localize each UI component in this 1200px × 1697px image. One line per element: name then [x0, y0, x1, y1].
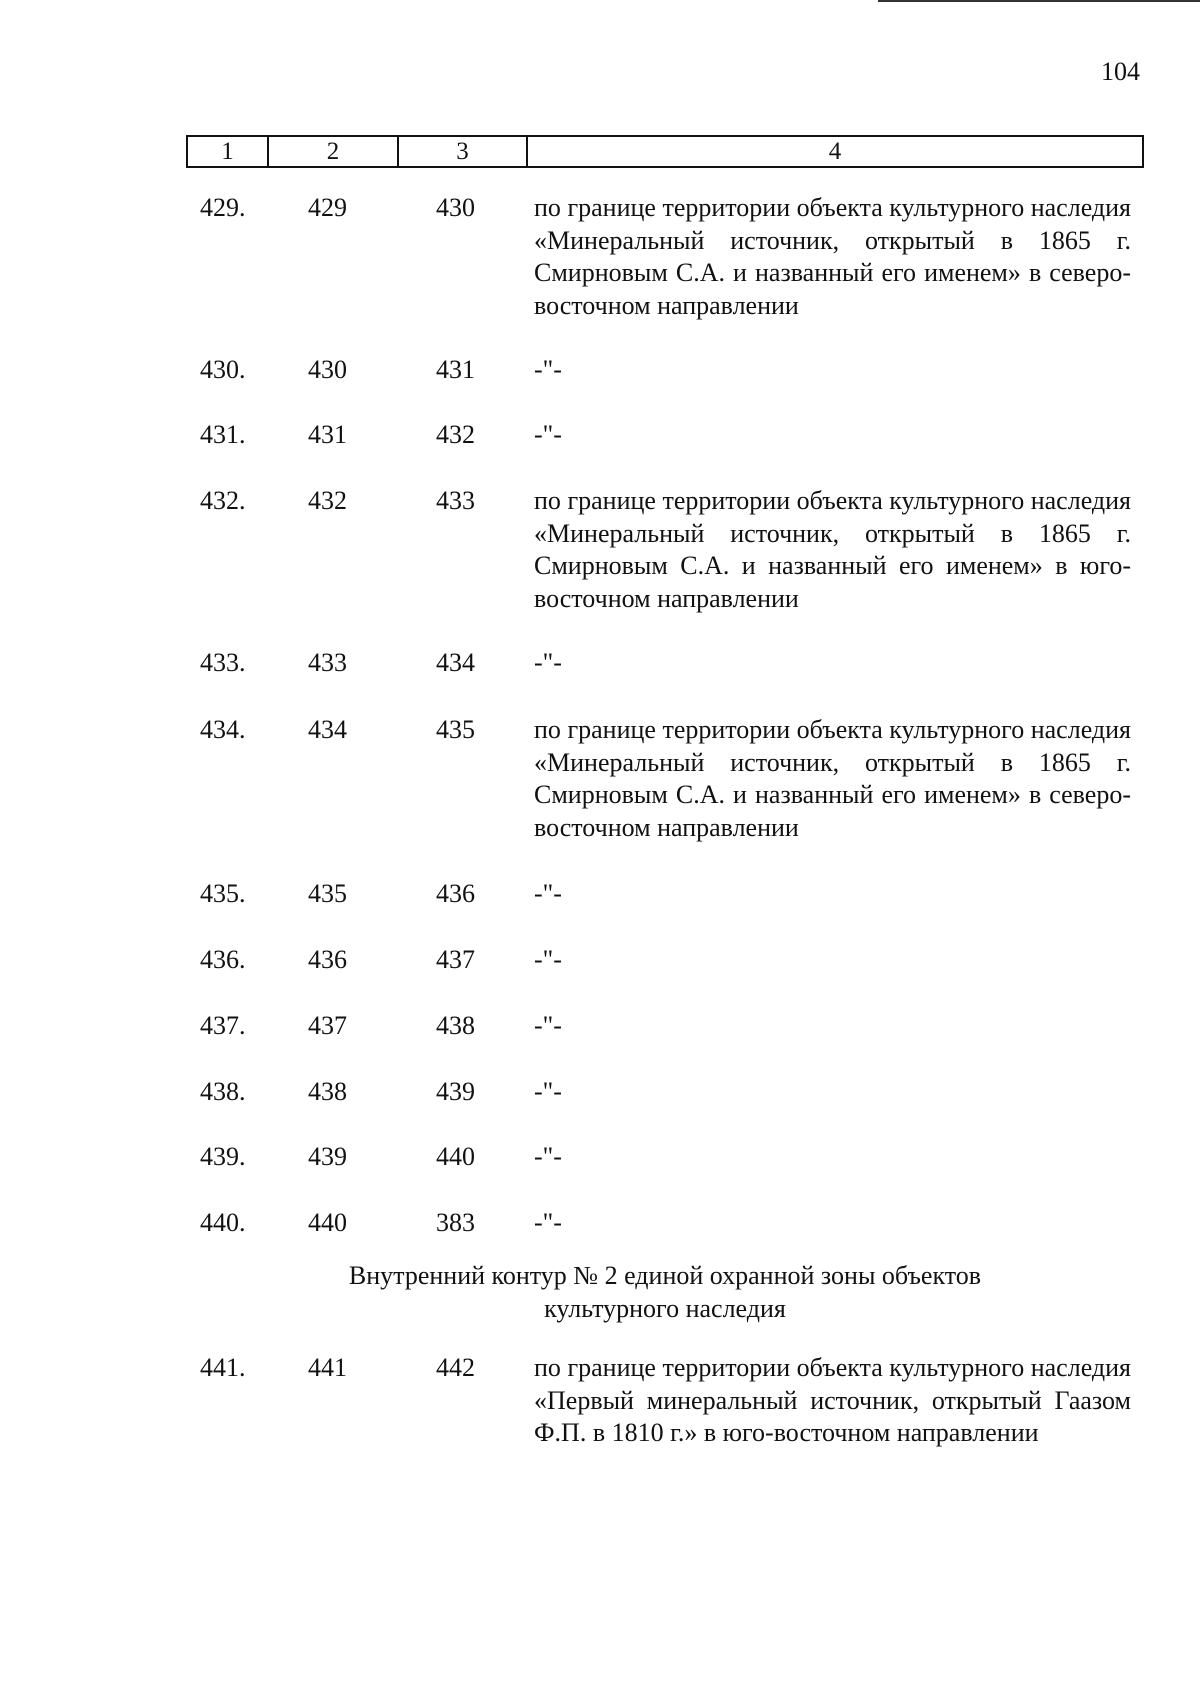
point-from: 430 — [308, 355, 347, 384]
point-from: 441 — [308, 1353, 347, 1382]
ditto-mark: -"- — [534, 879, 562, 908]
point-from: 431 — [308, 420, 347, 449]
point-to: 383 — [436, 1208, 475, 1237]
header-col-2: 2 — [269, 137, 399, 166]
point-from: 436 — [308, 945, 347, 974]
boundary-description: по границе территории объекта культурного наследия «Первый минеральный источник, открытый Гаазом Ф.П. в 1810 г.» в юго-восточном направлении — [534, 1353, 1131, 1447]
point-to: 439 — [436, 1077, 475, 1106]
section-title-line-1: Внутренний контур № 2 единой охранной зоны объектов — [348, 1261, 982, 1290]
row-number: 438. — [200, 1077, 246, 1106]
point-to: 436 — [436, 879, 475, 908]
row-number: 432. — [200, 486, 246, 515]
row-number: 430. — [200, 355, 246, 384]
point-to: 430 — [436, 193, 475, 222]
row-number: 435. — [200, 879, 246, 908]
ditto-mark: -"- — [534, 420, 562, 449]
point-from: 439 — [308, 1142, 347, 1171]
row-number: 433. — [200, 648, 246, 677]
point-from: 435 — [308, 879, 347, 908]
point-to: 432 — [436, 420, 475, 449]
header-col-3: 3 — [399, 137, 528, 166]
point-to: 440 — [436, 1142, 475, 1171]
header-col-1: 1 — [188, 137, 269, 166]
ditto-mark: -"- — [534, 1208, 562, 1237]
ditto-mark: -"- — [534, 648, 562, 677]
point-to: 437 — [436, 945, 475, 974]
row-number: 441. — [200, 1353, 246, 1382]
ditto-mark: -"- — [534, 945, 562, 974]
row-number: 434. — [200, 715, 246, 744]
boundary-description: по границе территории объекта культурного наследия «Минеральный источник, открытый в 1865 г. Смирновым С.А. и названный его именем» в северо-восточном направлении — [534, 715, 1131, 842]
point-from: 437 — [308, 1011, 347, 1040]
ditto-mark: -"- — [534, 1142, 562, 1171]
point-from: 433 — [308, 648, 347, 677]
row-number: 429. — [200, 193, 246, 222]
ditto-mark: -"- — [534, 1077, 562, 1106]
row-number: 431. — [200, 420, 246, 449]
section-title — [186, 1260, 1144, 1325]
point-to: 438 — [436, 1011, 475, 1040]
point-from: 440 — [308, 1208, 347, 1237]
table-header — [186, 135, 1144, 168]
ditto-mark: -"- — [534, 1011, 562, 1040]
point-to: 442 — [436, 1353, 475, 1382]
point-to: 435 — [436, 715, 475, 744]
row-number: 440. — [200, 1208, 246, 1237]
point-from: 438 — [308, 1077, 347, 1106]
top-rule — [878, 0, 1200, 2]
boundary-description: по границе территории объекта культурного наследия «Минеральный источник, открытый в 1865 г. Смирновым С.А. и названный его именем» в северо-восточном направлении — [534, 193, 1131, 320]
point-from: 432 — [308, 486, 347, 515]
point-to: 434 — [436, 648, 475, 677]
point-to: 433 — [436, 486, 475, 515]
point-from: 429 — [308, 193, 347, 222]
row-number: 439. — [200, 1142, 246, 1171]
section-title-line-2: культурного наследия — [544, 1293, 786, 1323]
ditto-mark: -"- — [534, 355, 562, 384]
page-number: 104 — [1101, 57, 1140, 86]
header-col-4: 4 — [828, 138, 842, 165]
point-to: 431 — [436, 355, 475, 384]
row-number: 436. — [200, 945, 246, 974]
boundary-description: по границе территории объекта культурного наследия «Минеральный источник, открытый в 1865 г. Смирновым С.А. и названный его именем» в юго-восточном направлении — [534, 486, 1131, 613]
point-from: 434 — [308, 715, 347, 744]
row-number: 437. — [200, 1011, 246, 1040]
